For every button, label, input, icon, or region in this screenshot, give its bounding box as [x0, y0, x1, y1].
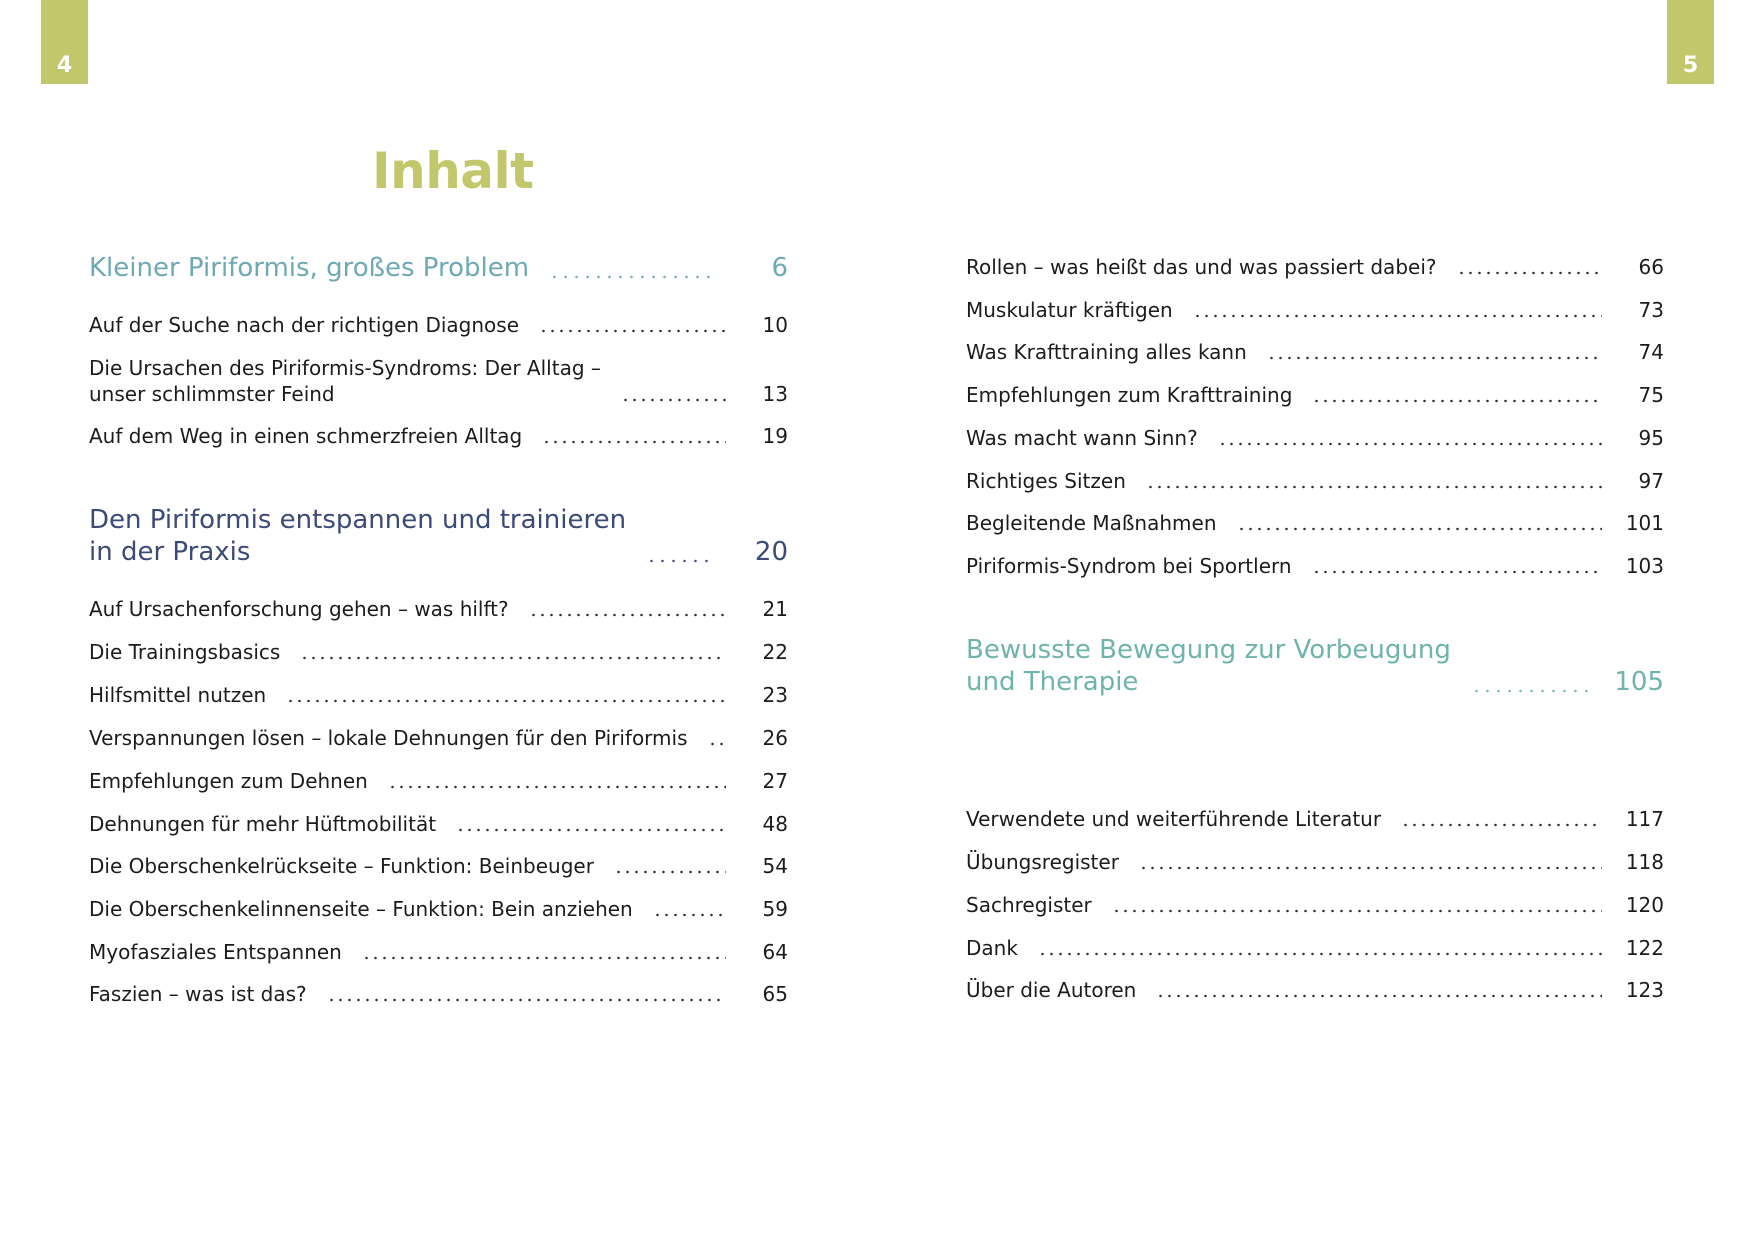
entry-label: Myofasziales Entspannen: [89, 940, 342, 964]
dot-leader: [542, 423, 726, 449]
page-number-right: [1667, 0, 1714, 84]
dot-leader: [1156, 977, 1602, 1003]
dot-leader: [1112, 892, 1602, 918]
entry-label: Begleitende Maßnahmen: [966, 511, 1217, 535]
entry-label: Piriformis-Syndrom bei Sportlern: [966, 554, 1292, 578]
toc-entry[interactable]: [966, 339, 1664, 365]
dot-leader: [708, 725, 726, 751]
toc-section-heading[interactable]: [966, 634, 1664, 698]
toc-entry[interactable]: [89, 596, 788, 622]
toc-entry[interactable]: [966, 553, 1664, 579]
entry-page-number: 19: [762, 424, 788, 448]
toc-section-heading[interactable]: [89, 504, 788, 568]
dot-leader: [1312, 382, 1602, 408]
entry-label: Sachregister: [966, 893, 1092, 917]
dot-leader: [1237, 510, 1603, 536]
dot-leader: [614, 853, 726, 879]
entry-page-number: 101: [1625, 511, 1664, 535]
dot-leader: [388, 768, 726, 794]
toc-entry[interactable]: [966, 510, 1664, 536]
entry-page-number: 10: [762, 313, 788, 337]
entry-label: Über die Autoren: [966, 978, 1137, 1002]
entry-label: Was Krafttraining alles kann: [966, 340, 1247, 364]
toc-entry[interactable]: [89, 639, 788, 665]
toc-entry[interactable]: [89, 939, 788, 965]
toc-entry[interactable]: [966, 297, 1664, 323]
entry-label: Richtiges Sitzen: [966, 469, 1126, 493]
entry-page-number: 123: [1625, 978, 1664, 1002]
entry-label: Die Trainingsbasics: [89, 640, 281, 664]
entry-label: Auf dem Weg in einen schmerzfreien Alltag: [89, 424, 523, 448]
entry-page-number: 23: [762, 683, 788, 707]
entry-label: Empfehlungen zum Dehnen: [89, 769, 368, 793]
toc-entry[interactable]: [89, 768, 788, 794]
entry-page-number: 103: [1625, 554, 1664, 578]
dot-leader: [621, 381, 726, 407]
entry-page-number: 54: [762, 854, 788, 878]
section-title: Den Piriformis entspannen und trainieren in der Praxis: [89, 505, 627, 567]
entry-page-number: 75: [1638, 383, 1664, 407]
toc-entry[interactable]: [966, 935, 1664, 961]
entry-page-number: 21: [762, 597, 788, 621]
dot-leader: [1038, 935, 1602, 961]
dot-leader: [300, 639, 726, 665]
entry-page-number: 64: [762, 940, 788, 964]
entry-label: Auf Ursachenforschung gehen – was hilft?: [89, 597, 509, 621]
page-number-left-text: 4: [56, 53, 73, 78]
entry-label: Dehnungen für mehr Hüftmobilität: [89, 812, 437, 836]
entry-page-number: 122: [1625, 936, 1664, 960]
entry-label: Die Oberschenkelinnenseite – Funktion: Bein anziehen: [89, 897, 633, 921]
page-number-left: [41, 0, 88, 84]
dot-leader: [1401, 806, 1602, 832]
section-page-number: 105: [1614, 667, 1664, 697]
section-title: Bewusste Bewegung zur Vorbeugung und Therapie: [966, 635, 1451, 697]
entry-page-number: 118: [1625, 850, 1664, 874]
toc-entry[interactable]: [89, 423, 788, 449]
toc-entry[interactable]: [966, 425, 1664, 451]
toc-entry[interactable]: [89, 981, 788, 1007]
entry-page-number: 26: [762, 726, 788, 750]
toc-entry[interactable]: [89, 682, 788, 708]
toc-entry[interactable]: [89, 896, 788, 922]
entry-label: Dank: [966, 936, 1018, 960]
page-number-right-text: 5: [1682, 53, 1699, 78]
dot-leader: [646, 536, 716, 568]
toc-entry[interactable]: [89, 312, 788, 338]
dot-leader: [362, 939, 726, 965]
entry-page-number: 66: [1638, 255, 1664, 279]
dot-leader: [529, 596, 726, 622]
entry-label: Muskulatur kräftigen: [966, 298, 1173, 322]
section-page-number: 6: [771, 253, 788, 283]
toc-entry[interactable]: [89, 853, 788, 879]
entry-page-number: 97: [1638, 469, 1664, 493]
entry-label: Was macht wann Sinn?: [966, 426, 1198, 450]
dot-leader: [327, 981, 726, 1007]
entry-label: Die Oberschenkelrückseite – Funktion: Beinbeuger: [89, 854, 594, 878]
toc-entry[interactable]: [966, 254, 1664, 280]
dot-leader: [1457, 254, 1603, 280]
dot-leader: [539, 312, 726, 338]
dot-leader: [1139, 849, 1602, 875]
entry-page-number: 95: [1638, 426, 1664, 450]
dot-leader: [1312, 553, 1602, 579]
entry-label: Rollen – was heißt das und was passiert dabei?: [966, 255, 1437, 279]
entry-label: Empfehlungen zum Krafttraining: [966, 383, 1293, 407]
dot-leader: [1267, 339, 1602, 365]
entry-page-number: 13: [762, 382, 788, 406]
entry-label: Übungsregister: [966, 850, 1119, 874]
dot-leader: [549, 252, 716, 284]
entry-page-number: 48: [762, 812, 788, 836]
entry-label: Faszien – was ist das?: [89, 982, 307, 1006]
toc-entry[interactable]: [89, 811, 788, 837]
entry-label: Verwendete und weiterführende Literatur: [966, 807, 1382, 831]
toc-entry[interactable]: [966, 806, 1664, 832]
toc-entry[interactable]: [966, 382, 1664, 408]
dot-leader: [1218, 425, 1602, 451]
entry-page-number: 59: [762, 897, 788, 921]
dot-leader: [456, 811, 726, 837]
entry-label: Verspannungen lösen – lokale Dehnungen für den Piriformis: [89, 726, 688, 750]
dot-leader: [1146, 468, 1602, 494]
entry-page-number: 27: [762, 769, 788, 793]
toc-entry[interactable]: [966, 892, 1664, 918]
toc-entry[interactable]: [966, 977, 1664, 1003]
toc-entry[interactable]: [966, 468, 1664, 494]
entry-page-number: 120: [1625, 893, 1664, 917]
toc-section-heading[interactable]: [89, 252, 788, 284]
dot-leader: [1471, 666, 1592, 698]
dot-leader: [286, 682, 726, 708]
entry-page-number: 74: [1638, 340, 1664, 364]
entry-label: Die Ursachen des Piriformis-Syndroms: Der Alltag – unser schlimmster Feind: [89, 356, 601, 406]
entry-page-number: 22: [762, 640, 788, 664]
dot-leader: [653, 896, 726, 922]
toc-entry[interactable]: [966, 849, 1664, 875]
entry-page-number: 73: [1638, 298, 1664, 322]
section-page-number: 20: [754, 537, 788, 567]
entry-label: Auf der Suche nach der richtigen Diagnose: [89, 313, 520, 337]
toc-entry[interactable]: [89, 725, 788, 751]
entry-page-number: 65: [762, 982, 788, 1006]
entry-page-number: 117: [1625, 807, 1664, 831]
section-title: Kleiner Piriformis, großes Problem: [89, 253, 530, 283]
toc-title: Inhalt: [372, 142, 534, 200]
entry-label: Hilfsmittel nutzen: [89, 683, 267, 707]
toc-entry[interactable]: [89, 355, 788, 407]
dot-leader: [1193, 297, 1602, 323]
